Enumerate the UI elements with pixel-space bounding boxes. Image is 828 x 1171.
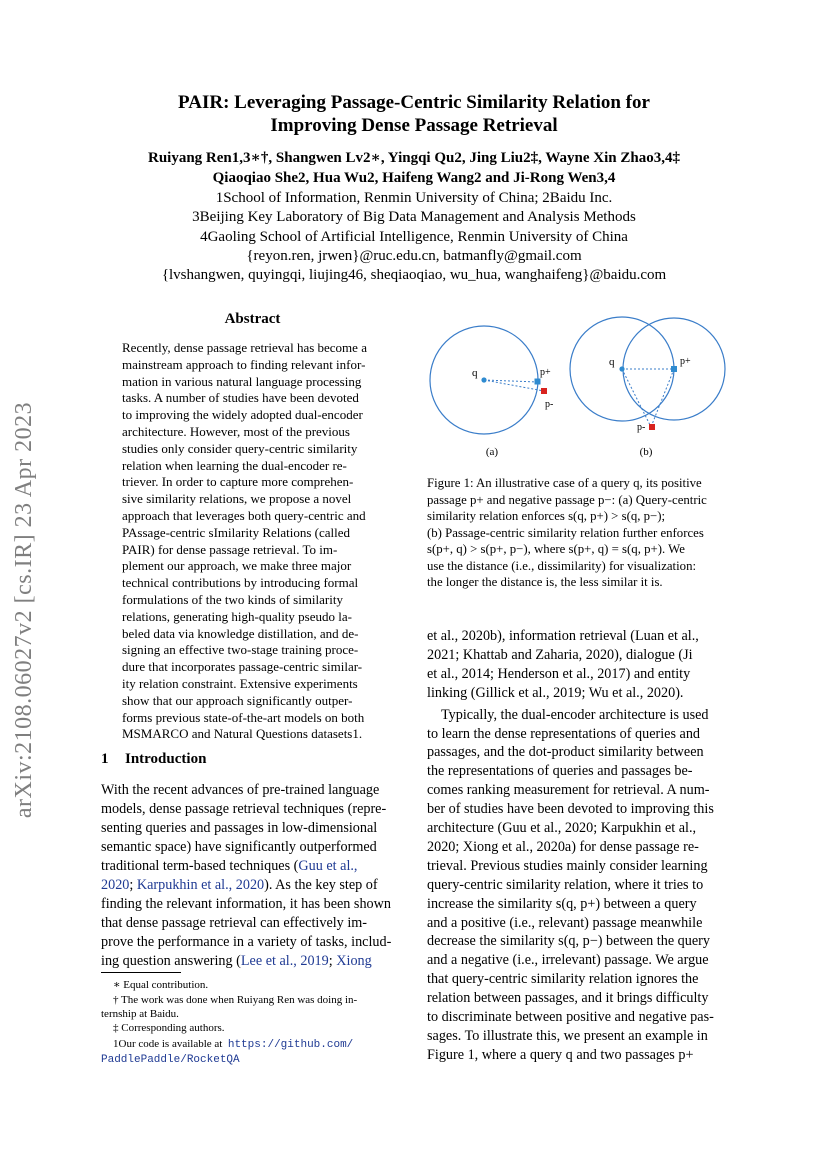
intro-line: that dense passage retrieval can effectively im- [101, 915, 368, 931]
footnote-intern: † The work was done when Ruiyang Ren was doing in- [113, 994, 358, 1006]
right-column-line: ber of studies have been devoted to improving this [427, 801, 714, 818]
right-column-line: decrease the similarity s(q, p−) between the query [427, 933, 710, 950]
intro-line [101, 952, 405, 971]
figure-1 [420, 308, 740, 468]
abstract-line: relation when learning the dual-encoder re- [122, 457, 347, 473]
abstract-line: forms previous state-of-the-art models on both [122, 709, 365, 725]
abstract-line: triever. In order to capture more comprehen- [122, 474, 354, 490]
section-title: Introduction [125, 751, 207, 767]
right-column-line: passages, and the dot-product similarity between [427, 744, 704, 761]
right-column-line: trieval. Previous studies mainly consider learning [427, 857, 708, 874]
abstract-line: show that our approach significantly outper- [122, 692, 353, 708]
right-column-line: to discriminate between positive and negative pas- [427, 1009, 714, 1025]
intro-line: models, dense passage retrieval techniques (repre- [101, 801, 387, 817]
right-column-line: the representations of queries and passages be- [427, 763, 693, 780]
abstract-line: plement our approach, we make three major [122, 558, 352, 574]
authors-line-1: Ruiyang Ren1,3∗†, Shangwen Lv2∗, Yingqi Qu2, Jing Liu2‡, Wayne Xin Zhao3,4‡ [148, 150, 680, 166]
citation-link-guu[interactable]: Guu et al., [298, 858, 358, 874]
footnote-intern-cont: ternship at Baidu. [101, 1008, 179, 1020]
abstract-line: technical contributions by introducing formal [122, 575, 359, 591]
right-column-line: comes ranking measurement for retrieval. A num- [427, 782, 710, 799]
figure-caption-line: Figure 1: An illustrative case of a query q, its positive [427, 476, 702, 490]
abstract-line: beled data via knowledge distillation, and de- [122, 625, 359, 641]
authors-line-2: Qiaoqiao She2, Hua Wu2, Haifeng Wang2 and Ji-Rong Wen3,4 [212, 170, 616, 186]
affiliation-3: 4Gaoling School of Artificial Intelligence, Renmin University of China [200, 229, 628, 245]
figure-caption-line: similarity relation enforces s(q, p+) > s(q, p−); [427, 509, 666, 523]
intro-line: prove the performance in a variety of tasks, includ- [101, 934, 392, 950]
subfig-label-a: (a) [485, 446, 499, 458]
figure-caption-line: (b) Passage-centric similarity relation further enforces [427, 526, 704, 540]
title-line-2: Improving Dense Passage Retrieval [270, 115, 558, 136]
pminus-label-b: p- [637, 422, 646, 433]
figure-caption-line: passage p+ and negative passage p−: (a) Query-centric [427, 493, 707, 507]
q-label-b: q [609, 356, 615, 368]
citation-link-xiong[interactable]: Xiong [336, 953, 372, 969]
abstract-line: tasks. A number of studies have been devoted [122, 390, 359, 406]
abstract-line: mainstream approach to finding relevant infor- [122, 356, 366, 372]
section-number: 1 [101, 751, 109, 767]
title-line-1: PAIR: Leveraging Passage-Centric Similarity Relation for [178, 92, 650, 113]
paper-title [0, 91, 828, 137]
right-column-line: architecture (Guu et al., 2020; Karpukhin et al., [427, 820, 697, 836]
citation-link-lee[interactable]: Lee et al., 2019 [240, 953, 329, 969]
figure-caption-line: use the distance (i.e., dissimilarity) for visualization: [427, 559, 697, 573]
intro-line: finding the relevant information, it has been shown [101, 896, 391, 912]
abstract-line: mation in various natural language processing [122, 373, 362, 389]
intro-line: With the recent advances of pre-trained language [101, 782, 380, 798]
right-column-line: to learn the dense representations of queries and [427, 725, 701, 742]
intro-line [101, 857, 405, 876]
intro-line [101, 876, 405, 895]
pplus-label-a: p+ [540, 367, 551, 378]
pplus-label-b: p+ [680, 356, 691, 367]
abstract-line: signing an effective two-stage training proce- [122, 642, 359, 658]
email-line-2: {lvshangwen, quyingqi, liujing46, sheqiaoqiao, wu_hua, wanghaifeng}@baidu.com [161, 267, 667, 283]
affiliation-1: 1School of Information, Renmin University of China; 2Baidu Inc. [215, 190, 613, 206]
footnote-equal: ∗ Equal contribution. [113, 979, 209, 991]
abstract-line: dure that incorporates passage-centric similar- [122, 659, 363, 675]
citation-link-karpukhin[interactable]: Karpukhin et al., 2020 [136, 877, 265, 893]
right-column-line: sages. To illustrate this, we present an example in [427, 1027, 708, 1044]
abstract-line: formulations of the two kinds of similarity [122, 592, 343, 607]
query-point-b [619, 366, 624, 371]
right-column-line: Figure 1, where a query q and two passages p+ [427, 1046, 694, 1063]
right-column-line: et al., 2020b), information retrieval (Luan et al., [427, 628, 699, 644]
right-column-line: Typically, the dual-encoder architecture is used [441, 706, 709, 723]
right-column-line: increase the similarity s(q, p+) between a query [427, 895, 697, 912]
intro-text: ; [328, 953, 337, 969]
footnote-rule [101, 972, 181, 973]
negative-passage-a [541, 388, 547, 394]
right-column-line: linking (Gillick et al., 2019; Wu et al., 2020). [427, 684, 684, 701]
affiliation-2: 3Beijing Key Laboratory of Big Data Management and Analysis Methods [192, 209, 636, 225]
right-column-line: query-centric similarity relation, where it tries to [427, 876, 704, 893]
intro-text: traditional term-based techniques ( [101, 858, 299, 874]
right-column-line: relation between passages, and it brings difficulty [427, 990, 709, 1007]
abstract-line: PAIR) for dense passage retrieval. To im- [122, 541, 338, 557]
intro-text: ing question answering ( [101, 953, 241, 969]
negative-passage-b [649, 424, 655, 430]
query-point-a [481, 377, 486, 382]
email-line-1: {reyon.ren, jrwen}@ruc.edu.cn, batmanfly@gmail.com [246, 248, 582, 264]
right-column-line: that query-centric similarity relation ignores the [427, 971, 699, 988]
footnote-code-text: 1Our code is available at [113, 1038, 223, 1050]
intro-text: ; [129, 877, 137, 893]
abstract-line: sive similarity relations, we propose a novel [122, 491, 352, 507]
right-column-line: 2020; Xiong et al., 2020a) for dense passage re- [427, 838, 699, 855]
abstract-line: ity relation constraint. Extensive experiments [122, 676, 358, 691]
abstract-heading: Abstract [224, 311, 281, 327]
figure-caption-line: the longer the distance is, the less similar it is. [427, 575, 663, 589]
code-url-link-cont[interactable]: PaddlePaddle/RocketQA [101, 1054, 240, 1066]
abstract-line: approach that leverages both query-centric and [122, 508, 366, 523]
abstract-line: Recently, dense passage retrieval has become a [122, 340, 367, 355]
right-column-line: et al., 2014; Henderson et al., 2017) and entity [427, 665, 691, 682]
figure-caption-line: s(p+, q) > s(p+, p−), where s(p+, q) = s(q, p+). We [427, 542, 685, 556]
intro-text: ). As the key step of [264, 877, 378, 893]
code-url-link[interactable]: https://github.com/ [227, 1039, 354, 1051]
positive-passage-b [671, 366, 677, 372]
abstract-line: studies only consider query-centric similarity [122, 440, 358, 456]
footnote-code [101, 1037, 423, 1052]
right-column-line: and a positive (i.e., relevant) passage meanwhile [427, 914, 703, 931]
citation-link-guu-year[interactable]: 2020 [101, 877, 130, 893]
q-label-a: q [472, 367, 478, 379]
right-column-line: 2021; Khattab and Zaharia, 2020), dialogue (Ji [427, 646, 693, 663]
pminus-label-a: p- [545, 399, 554, 410]
positive-passage-a [535, 379, 541, 385]
abstract-line: MSMARCO and Natural Questions datasets1. [122, 726, 363, 742]
abstract-line: architecture. However, most of the previous [122, 424, 350, 439]
abstract-line: PAssage-centric sImilarity Relations (called [122, 524, 351, 540]
intro-line: senting queries and passages in low-dimensional [101, 820, 378, 836]
right-column-line: and a negative (i.e., irrelevant) passage. We argue [427, 952, 709, 969]
abstract-line: relations, generating high-quality pseudo la- [122, 608, 352, 624]
footnote-code-cont [101, 1052, 411, 1067]
abstract-line: to improving the widely adopted dual-encoder [122, 407, 363, 423]
intro-line: semantic space) have significantly outperformed [101, 839, 377, 855]
dotted-line-q-pminus-b [622, 369, 651, 427]
arxiv-side-stamp: arXiv:2108.06027v2 [cs.IR] 23 Apr 2023 [11, 401, 37, 819]
footnote-corresponding: ‡ Corresponding authors. [113, 1022, 225, 1034]
section-heading [101, 751, 206, 768]
subfig-label-b: (b) [639, 446, 653, 458]
